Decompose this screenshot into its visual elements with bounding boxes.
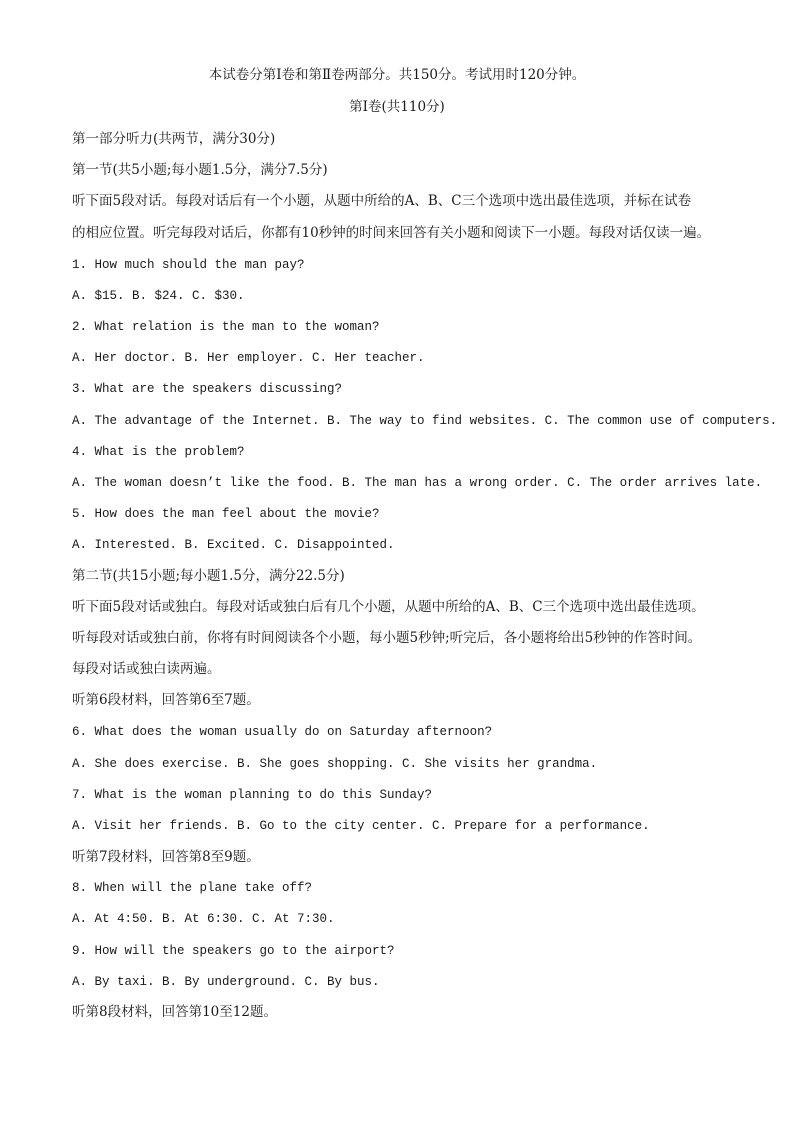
section2-title: 第二节(共15小题;每小题1.5分，满分22.5分): [72, 568, 345, 584]
question-6-options: A. She does exercise. B. She goes shopping. C. She visits her grandma.: [72, 757, 598, 771]
section2-instruction: 每段对话或独白读两遍。: [72, 661, 221, 677]
question-5-options: A. Interested. B. Excited. C. Disappointed.: [72, 538, 395, 552]
question-5: 5. How does the man feel about the movie?: [72, 507, 380, 521]
material-heading: 听第6段材料，回答第6至7题。: [72, 692, 260, 708]
section1-instruction: 听下面5段对话。每段对话后有一个小题，从题中所给的A、B、C三个选项中选出最佳选项，并标在试卷: [72, 193, 692, 209]
question-8: 8. When will the plane take off?: [72, 881, 313, 895]
part1-title: 第一部分听力(共两节，满分30分): [72, 131, 276, 147]
question-1-options: A. $15. B. $24. C. $30.: [72, 289, 245, 303]
question-3: 3. What are the speakers discussing?: [72, 382, 343, 396]
question-1: 1. How much should the man pay?: [72, 258, 305, 272]
question-4-options: A. The woman doesn’t like the food. B. The man has a wrong order. C. The order arrives late.: [72, 476, 763, 490]
volume-title: 第Ⅰ卷(共110分): [349, 99, 445, 115]
question-7-options: A. Visit her friends. B. Go to the city center. C. Prepare for a performance.: [72, 819, 650, 833]
section1-title: 第一节(共5小题;每小题1.5分，满分7.5分): [72, 162, 328, 178]
material-heading: 听第7段材料，回答第8至9题。: [72, 849, 260, 865]
question-7: 7. What is the woman planning to do this Sunday?: [72, 788, 433, 802]
material-heading: 听第8段材料，回答第10至12题。: [72, 1004, 277, 1020]
section2-instruction: 听每段对话或独白前，你将有时间阅读各个小题，每小题5秒钟;听完后，各小题将给出5秒钟的作答时间。: [72, 630, 702, 646]
question-9: 9. How will the speakers go to the airport?: [72, 944, 395, 958]
question-6: 6. What does the woman usually do on Saturday afternoon?: [72, 725, 493, 739]
section2-instruction: 听下面5段对话或独白。每段对话或独白后有几个小题，从题中所给的A、B、C三个选项中选出最佳选项。: [72, 599, 705, 615]
question-9-options: A. By taxi. B. By underground. C. By bus.: [72, 975, 380, 989]
question-8-options: A. At 4:50. B. At 6:30. C. At 7:30.: [72, 912, 335, 926]
question-3-options: A. The advantage of the Internet. B. The way to find websites. C. The common use of computers.: [72, 414, 778, 428]
question-2-options: A. Her doctor. B. Her employer. C. Her teacher.: [72, 351, 425, 365]
question-4: 4. What is the problem?: [72, 445, 245, 459]
question-2: 2. What relation is the man to the woman?: [72, 320, 380, 334]
section1-instruction: 的相应位置。听完每段对话后，你都有10秒钟的时间来回答有关小题和阅读下一小题。每段对话仅读一遍。: [72, 225, 711, 241]
exam-intro: 本试卷分第Ⅰ卷和第Ⅱ卷两部分。共150分。考试用时120分钟。: [208, 67, 586, 83]
